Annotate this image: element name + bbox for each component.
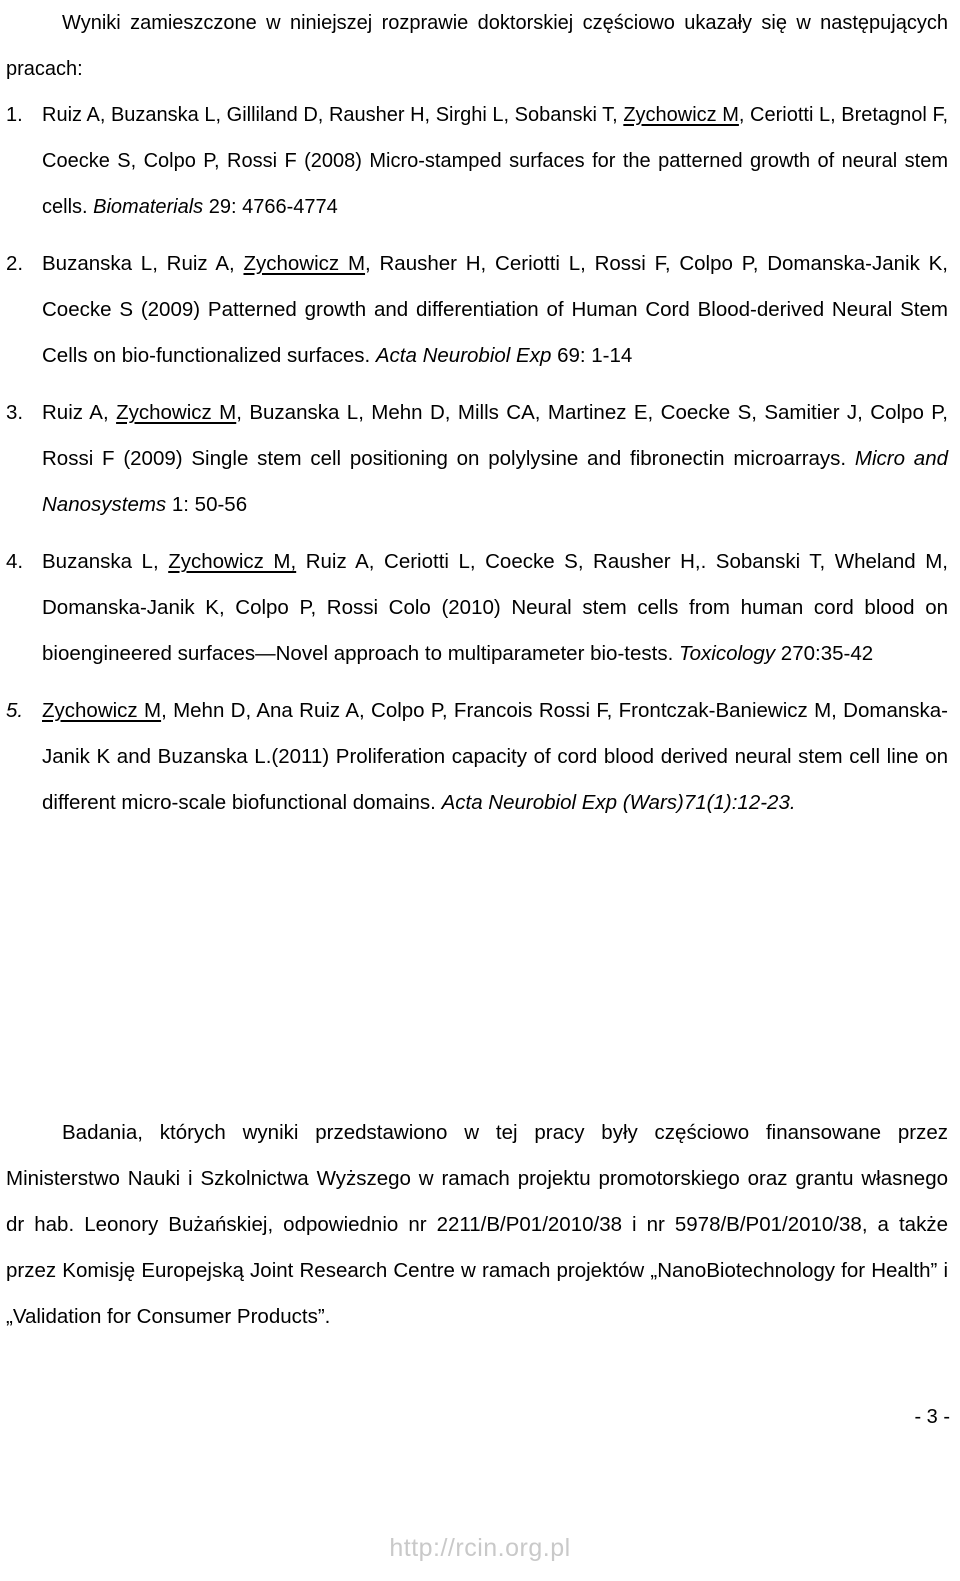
publication-authors-pre: Buzanska L, Ruiz A, [42,252,235,275]
publication-item [6,241,948,379]
publication-volume-pages: 29: 4766-4774 [208,196,338,218]
highlighted-author: Zychowicz M [243,252,366,275]
publication-item [6,688,948,826]
highlighted-author: Zychowicz M [116,401,237,424]
journal-name: Acta Neurobiol Exp (Wars)71(1):12-23. [441,791,796,814]
intro-paragraph: Wyniki zamieszczone w niniejszej rozprawie doktorskiej częściowo ukazały się w następujących pracach: [6,12,948,80]
publication-authors-pre: Ruiz A, [42,401,109,424]
watermark-url: http://rcin.org.pl [389,1534,571,1562]
publication-number: 3. [6,401,24,424]
journal-name: Micro and Nanosystems [42,447,948,516]
journal-name: Toxicology [678,642,776,665]
publication-item [6,539,948,677]
highlighted-author: Zychowicz M, [168,550,297,573]
publication-list [6,92,948,837]
publication-text: , Ceriotti L, Bretagnol F, Coecke S, Colpo P, Rossi F (2008) Micro-stamped surfaces for the patterned growth of neural stem cells. [42,104,949,218]
funding-paragraph: Badania, których wyniki przedstawiono w tej pracy były częściowo finansowane przez Ministerstwo Nauki i Szkolnictwa Wyższego w ramach projektu promotorskiego oraz grantu własnego dr hab. Leonory Bużańskiej, odpowiednio nr 2211/B/P01/2010/38 i nr 5978/B/P01/2010/38, a także przez Komisję Europejską Joint Research Centre w ramach projektów „NanoBiotechnology for Health” i „Validation for Consumer Products”. [6,1121,948,1328]
publication-authors-pre: Buzanska L, [42,550,159,573]
page-number: - 3 - [914,1406,950,1428]
publication-number: 1. [6,104,23,126]
publication-text: , Mehn D, Ana Ruiz A, Colpo P, Francois Rossi F, Frontczak-Baniewicz M, Domanska-Janik K and Buzanska L.(2011) Proliferation capacity of cord blood derived neural stem cell line on different micro-scale biofunctional domains. [42,699,948,814]
publication-item [6,390,948,528]
journal-name: Biomaterials [93,196,204,218]
highlighted-author: Zychowicz M [623,104,739,126]
publication-text: , Buzanska L, Mehn D, Mills CA, Martinez E, Coecke S, Samitier J, Colpo P, Rossi F (2009) Single stem cell positioning on polylysine and fibronectin microarrays. [42,401,948,470]
journal-name: Acta Neurobiol Exp [375,344,552,367]
publication-item [6,92,948,230]
highlighted-author: Zychowicz M [42,699,162,722]
publication-text: , Rausher H, Ceriotti L, Rossi F, Colpo P, Domanska-Janik K, Coecke S (2009) Patterned growth and differentiation of Human Cord Blood-derived Neural Stem Cells on bio-functionalized surfaces. [42,252,949,367]
publication-authors-pre: Ruiz A, Buzanska L, Gilliland D, Rausher H, Sirghi L, Sobanski T, [42,104,618,126]
publication-number: 5. [6,699,24,722]
publication-volume-pages: 69: 1-14 [557,344,633,367]
publication-volume-pages: 1: 50-56 [171,493,248,516]
publication-volume-pages: 270:35-42 [780,642,874,665]
publication-number: 4. [6,550,24,573]
publication-number: 2. [6,252,24,275]
publication-text: Ruiz A, Ceriotti L, Coecke S, Rausher H,. Sobanski T, Wheland M, Domanska-Janik K, Colpo P, Rossi Colo (2010) Neural stem cells from human cord blood on bioengineered surfaces—Novel approach to multiparameter bio-tests. [42,550,948,665]
